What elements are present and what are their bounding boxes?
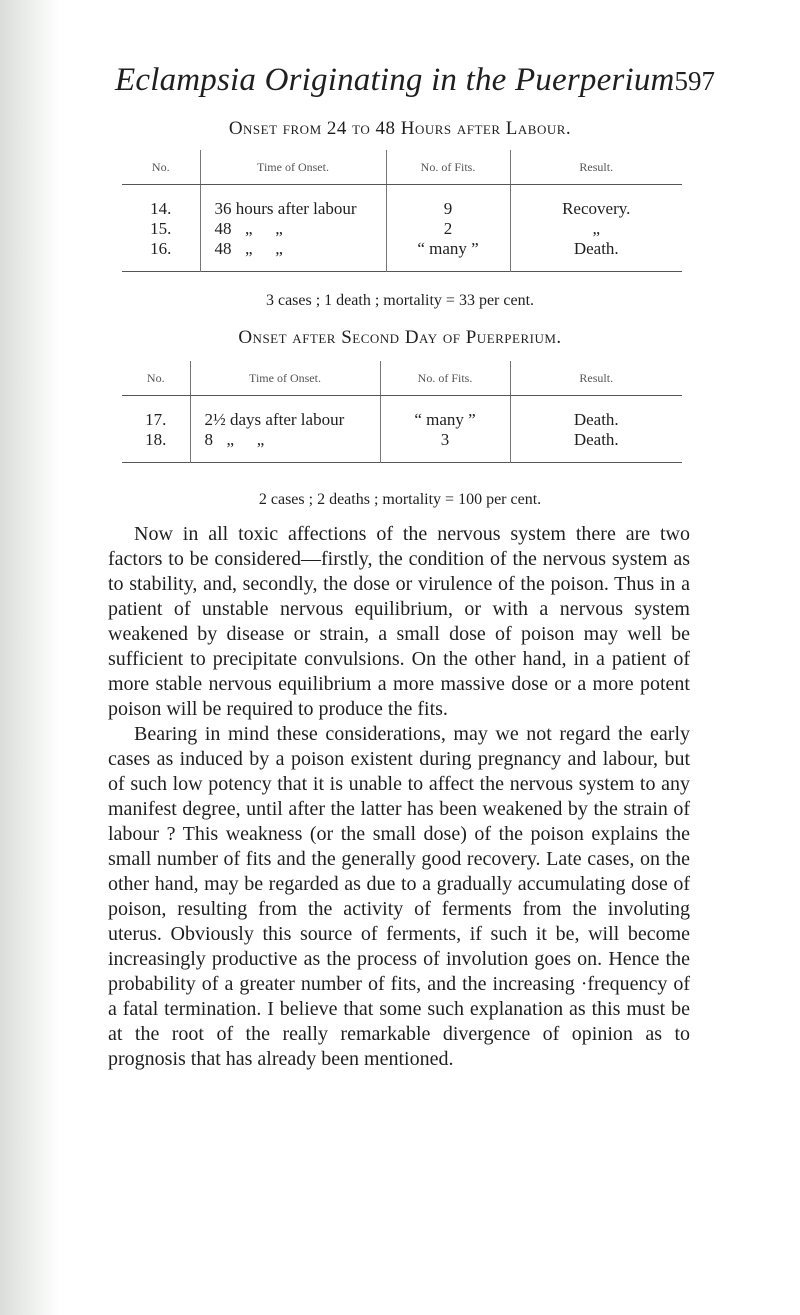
table-after-second-day <box>122 361 682 463</box>
running-head <box>115 62 715 106</box>
cell-result: Death. <box>510 239 682 272</box>
ditto-mark: „ <box>244 219 253 238</box>
col-header-result: Result. <box>510 361 682 396</box>
ditto-mark: „ <box>226 430 235 449</box>
cell-fits: “ many ” <box>386 239 510 272</box>
cell-result: Death. <box>510 430 682 463</box>
cell-no: 17. <box>145 410 167 429</box>
cell-result: Death. <box>510 396 682 431</box>
col-header-time: Time of Onset. <box>200 150 386 185</box>
cell-fits: 2 <box>386 219 510 239</box>
table-row <box>122 185 682 220</box>
cell-result: „ <box>510 219 682 239</box>
time-value: 8 <box>204 430 213 449</box>
table-header-row <box>122 361 682 396</box>
cell-fits: 9 <box>386 185 510 220</box>
col-header-result: Result. <box>510 150 682 185</box>
col-header-no: No. <box>122 150 200 185</box>
col-header-fits: No. of Fits. <box>386 150 510 185</box>
cell-no: 14. <box>150 199 172 218</box>
table-row <box>122 239 682 272</box>
ditto-mark: „ <box>256 430 265 449</box>
col-header-no: No. <box>122 361 190 396</box>
summary-after-second-day: 2 cases ; 2 deaths ; mortality = 100 per cent. <box>258 491 542 508</box>
time-value: 48 <box>214 219 232 238</box>
cell-time <box>200 239 386 272</box>
table-row <box>122 430 682 463</box>
summary-onset-24-48: 3 cases ; 1 death ; mortality = 33 per cent. <box>265 292 535 309</box>
cell-result: Recovery. <box>510 185 682 220</box>
cell-time: 2½ days after labour <box>190 396 380 431</box>
body-text <box>108 522 690 1072</box>
cell-no: 16. <box>150 239 172 258</box>
ditto-mark: „ <box>275 239 283 258</box>
table-row <box>122 396 682 431</box>
cell-time <box>200 219 386 239</box>
ditto-mark: „ <box>244 239 253 258</box>
page-number: 597 <box>674 66 715 96</box>
cell-no: 15. <box>150 219 172 238</box>
cell-fits: “ many ” <box>380 396 510 431</box>
section-heading-onset-24-48: Onset from 24 to 48 Hours after Labour. <box>228 118 572 139</box>
running-title: Eclampsia Originating in the Puerperium <box>115 62 675 98</box>
time-value: 48 <box>214 239 232 258</box>
section-heading-after-second-day: Onset after Second Day of Puerperium. <box>238 327 562 348</box>
col-header-fits: No. of Fits. <box>380 361 510 396</box>
ditto-mark: „ <box>275 219 283 238</box>
cell-time: 36 hours after labour <box>200 185 386 220</box>
table-row <box>122 219 682 239</box>
cell-no: 18. <box>145 430 167 449</box>
col-header-time: Time of Onset. <box>190 361 380 396</box>
table-onset-24-48 <box>122 150 682 272</box>
paragraph: Bearing in mind these considerations, may we not regard the early cases as induced by a poison existent during pregnancy and labour, but of such low potency that it is unable to affect the nervous system to any manifest degree, until after the latter has been weakened by the strain of labour ? This weakness (or the small dose) of the poison explains the small number of fits and the generally good recovery. Late cases, on the other hand, may be regarded as due to a gradually accumulating dose of poison, resulting from the activity of ferments from the involuting uterus. Obviously this source of ferments, if such it be, will become increasingly productive as the process of involution goes on. Hence the probability of a greater number of fits, and the increasing ·frequency of a fatal termination. I believe that some such explanation as this must be at the root of the really remarkable divergence of opinion as to prognosis that has already been mentioned. <box>108 723 690 1070</box>
cell-fits: 3 <box>380 430 510 463</box>
table-header-row <box>122 150 682 185</box>
cell-time <box>190 430 380 463</box>
paragraph: Now in all toxic affections of the nervous system there are two factors to be considered—firstly, the condition of the nervous system as to stability, and, secondly, the dose or virulence of the poison. Thus in a patient of unstable nervous equilibrium, or with a nervous system weakened by disease or strain, a small dose of poison may well be sufficient to precipitate convulsions. On the other hand, in a patient of more stable nervous equilibrium a more massive dose or a more potent poison will be required to produce the fits. <box>108 523 690 720</box>
